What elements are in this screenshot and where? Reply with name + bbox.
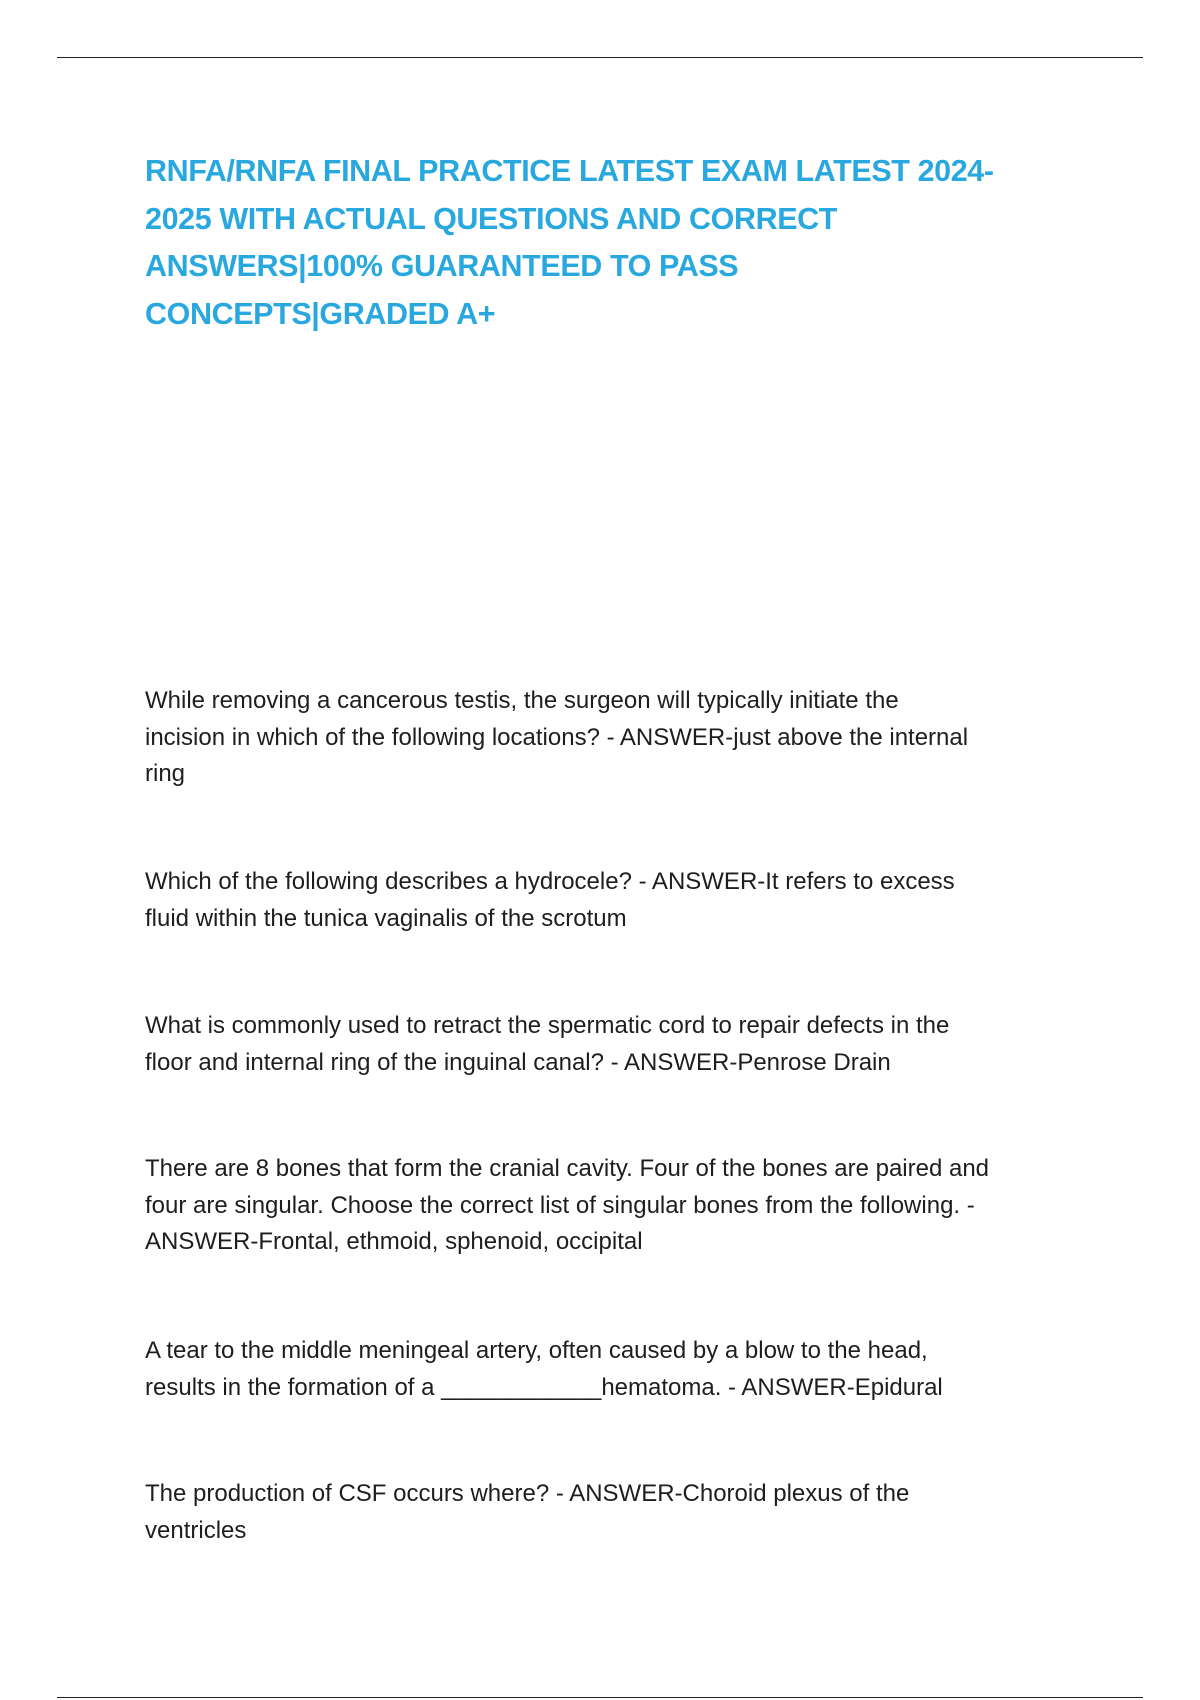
document-title: RNFA/RNFA FINAL PRACTICE LATEST EXAM LATEST 2024- 2025 WITH ACTUAL QUESTIONS AND CORRECT ANSWERS|100% GUARANTEED TO PASS CONCEPTS|GRADED A+ [145, 154, 994, 331]
qa-item: What is commonly used to retract the spermatic cord to repair defects in the floor and internal ring of the inguinal canal? - ANSWER-Penrose Drain [145, 1012, 950, 1076]
qa-item: While removing a cancerous testis, the surgeon will typically initiate the incision in which of the following locations? - ANSWER-just above the internal ring [145, 687, 969, 787]
qa-item: Which of the following describes a hydrocele? - ANSWER-It refers to excess fluid within the tunica vaginalis of the scrotum [145, 868, 955, 932]
footer-rule [57, 1697, 1143, 1698]
header-rule [57, 57, 1143, 58]
qa-item: The production of CSF occurs where? - ANSWER-Choroid plexus of the ventricles [145, 1480, 910, 1544]
qa-item: A tear to the middle meningeal artery, often caused by a blow to the head, results in the formation of a ____________hematoma. - ANSWER-Epidural [145, 1337, 943, 1401]
qa-item: There are 8 bones that form the cranial cavity. Four of the bones are paired and four are singular. Choose the correct list of singular bones from the following. - ANSWER-Frontal, ethmoid, sphenoid, occipital [145, 1155, 990, 1255]
